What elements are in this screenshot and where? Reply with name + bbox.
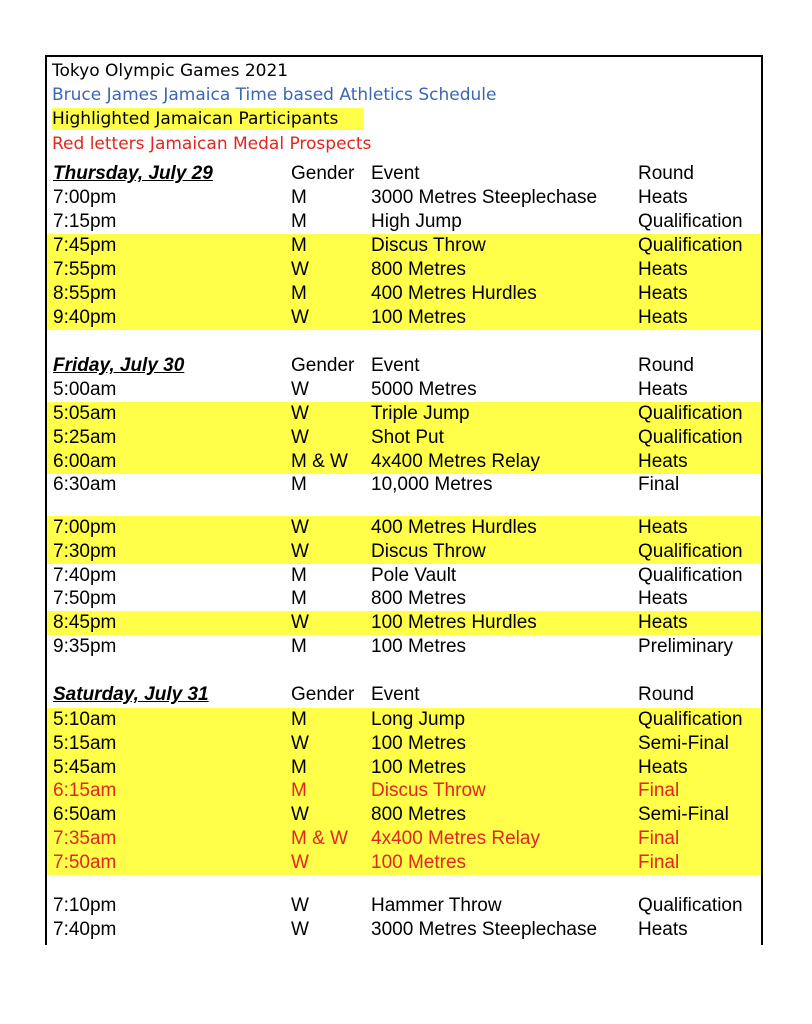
cell-event: Pole Vault [371,565,457,586]
cell-gender: M [291,757,307,778]
cell-event: 100 Metres [371,757,467,778]
day-heading: Friday, July 30 [53,355,185,376]
cell-time: 7:40pm [53,565,117,586]
col-header-round: Round [638,163,694,184]
cell-round: Heats [638,187,688,208]
cell-gender: M [291,565,307,586]
cell-round: Final [638,828,680,849]
table-row-highlighted [47,258,761,282]
cell-time: 5:45am [53,757,117,778]
cell-event: Discus Throw [371,780,486,801]
cell-round: Heats [638,757,688,778]
cell-gender: M & W [291,451,348,472]
cell-gender: M [291,780,307,801]
cell-round: Heats [638,919,688,940]
table-row-highlighted [47,611,761,635]
cell-round: Semi-Final [638,733,729,754]
table-row-highlighted [47,282,761,306]
cell-round: Heats [638,307,688,328]
cell-time: 7:55pm [53,259,117,280]
cell-gender: W [291,852,309,873]
cell-round: Final [638,852,680,873]
table-row-highlighted [47,234,761,258]
cell-round: Final [638,780,680,801]
cell-time: 6:30am [53,474,117,495]
cell-round: Qualification [638,541,743,562]
document-subtitle: Bruce James Jamaica Time based Athletics Schedule [52,85,497,105]
cell-event: 800 Metres [371,259,467,280]
cell-gender: M [291,187,307,208]
cell-event: Triple Jump [371,403,470,424]
table-row-highlighted [47,426,761,450]
cell-time: 5:00am [53,379,117,400]
cell-gender: M [291,283,307,304]
table-row-highlighted [47,803,761,827]
cell-round: Heats [638,451,688,472]
cell-time: 6:00am [53,451,117,472]
table-row [47,210,761,234]
cell-event: Shot Put [371,427,444,448]
cell-gender: M [291,474,307,495]
cell-round: Semi-Final [638,804,729,825]
cell-time: 5:05am [53,403,117,424]
cell-time: 7:00pm [53,517,117,538]
cell-gender: M [291,709,307,730]
cell-event: 100 Metres [371,307,467,328]
cell-time: 7:30pm [53,541,117,562]
cell-time: 7:00pm [53,187,117,208]
day-heading: Thursday, July 29 [53,163,213,184]
cell-gender: M & W [291,828,348,849]
cell-time: 5:25am [53,427,117,448]
cell-time: 8:55pm [53,283,117,304]
cell-round: Qualification [638,709,743,730]
table-row-highlighted [47,306,761,330]
cell-gender: W [291,403,309,424]
cell-event: 400 Metres Hurdles [371,283,537,304]
cell-gender: M [291,211,307,232]
cell-round: Preliminary [638,636,734,657]
cell-event: Discus Throw [371,541,486,562]
table-row [47,564,761,588]
cell-gender: W [291,307,309,328]
cell-time: 7:40pm [53,919,117,940]
cell-gender: W [291,379,309,400]
cell-event: 800 Metres [371,804,467,825]
schedule-sheet [45,55,763,945]
cell-event: 400 Metres Hurdles [371,517,537,538]
cell-round: Heats [638,259,688,280]
day-heading: Saturday, July 31 [53,684,209,705]
cell-time: 6:15am [53,780,117,801]
cell-event: Hammer Throw [371,895,502,916]
cell-event: Long Jump [371,709,466,730]
table-row [47,918,761,942]
cell-round: Heats [638,379,688,400]
table-row-highlighted [47,756,761,780]
cell-gender: M [291,636,307,657]
table-row-highlighted [47,732,761,756]
cell-round: Heats [638,517,688,538]
table-row-highlighted [47,516,761,540]
cell-round: Qualification [638,427,743,448]
cell-gender: W [291,517,309,538]
cell-gender: W [291,612,309,633]
section-header-friday [47,354,761,378]
document-title: Tokyo Olympic Games 2021 [52,61,289,81]
cell-gender: M [291,235,307,256]
table-row [47,378,761,402]
col-header-gender: Gender [291,163,355,184]
table-row-highlighted [47,540,761,564]
col-header-event: Event [371,163,420,184]
table-row [47,473,761,497]
table-row-highlighted [47,708,761,732]
cell-event: 100 Metres [371,852,467,873]
cell-round: Heats [638,588,688,609]
table-row-medal-prospect [47,827,761,851]
cell-round: Final [638,474,680,495]
table-row-medal-prospect [47,851,761,875]
cell-time: 7:15pm [53,211,117,232]
col-header-event: Event [371,684,420,705]
cell-gender: W [291,804,309,825]
cell-event: 10,000 Metres [371,474,493,495]
cell-event: 100 Metres [371,733,467,754]
cell-gender: W [291,259,309,280]
cell-event: 4x400 Metres Relay [371,828,540,849]
table-row [47,635,761,659]
cell-round: Qualification [638,211,743,232]
cell-event: 3000 Metres Steeplechase [371,187,598,208]
table-row [47,894,761,918]
cell-gender: W [291,427,309,448]
col-header-round: Round [638,684,694,705]
cell-round: Heats [638,612,688,633]
section-header-saturday [47,683,761,707]
cell-time: 8:45pm [53,612,117,633]
cell-round: Qualification [638,895,743,916]
legend-red-note: Red letters Jamaican Medal Prospects [52,134,372,154]
cell-gender: W [291,541,309,562]
cell-event: High Jump [371,211,462,232]
table-row-medal-prospect [47,779,761,803]
cell-time: 7:45pm [53,235,117,256]
cell-round: Qualification [638,565,743,586]
col-header-gender: Gender [291,684,355,705]
cell-gender: W [291,895,309,916]
cell-event: 800 Metres [371,588,467,609]
cell-time: 7:10pm [53,895,117,916]
legend-highlight-note: Highlighted Jamaican Participants [52,108,364,130]
section-header-thursday [47,162,761,186]
cell-round: Qualification [638,403,743,424]
cell-time: 7:50pm [53,588,117,609]
cell-gender: W [291,919,309,940]
cell-event: 3000 Metres Steeplechase [371,919,598,940]
cell-event: 100 Metres [371,636,467,657]
table-row [47,186,761,210]
cell-round: Heats [638,283,688,304]
cell-event: 4x400 Metres Relay [371,451,540,472]
cell-time: 9:35pm [53,636,117,657]
table-row [47,587,761,611]
col-header-gender: Gender [291,355,355,376]
cell-time: 9:40pm [53,307,117,328]
cell-event: Discus Throw [371,235,486,256]
col-header-event: Event [371,355,420,376]
cell-gender: M [291,588,307,609]
cell-round: Qualification [638,235,743,256]
cell-time: 5:10am [53,709,117,730]
cell-time: 7:50am [53,852,117,873]
cell-time: 6:50am [53,804,117,825]
cell-time: 7:35am [53,828,117,849]
cell-gender: W [291,733,309,754]
table-row-highlighted [47,450,761,474]
cell-event: 100 Metres Hurdles [371,612,537,633]
cell-event: 5000 Metres [371,379,477,400]
table-row-highlighted [47,402,761,426]
col-header-round: Round [638,355,694,376]
cell-time: 5:15am [53,733,117,754]
